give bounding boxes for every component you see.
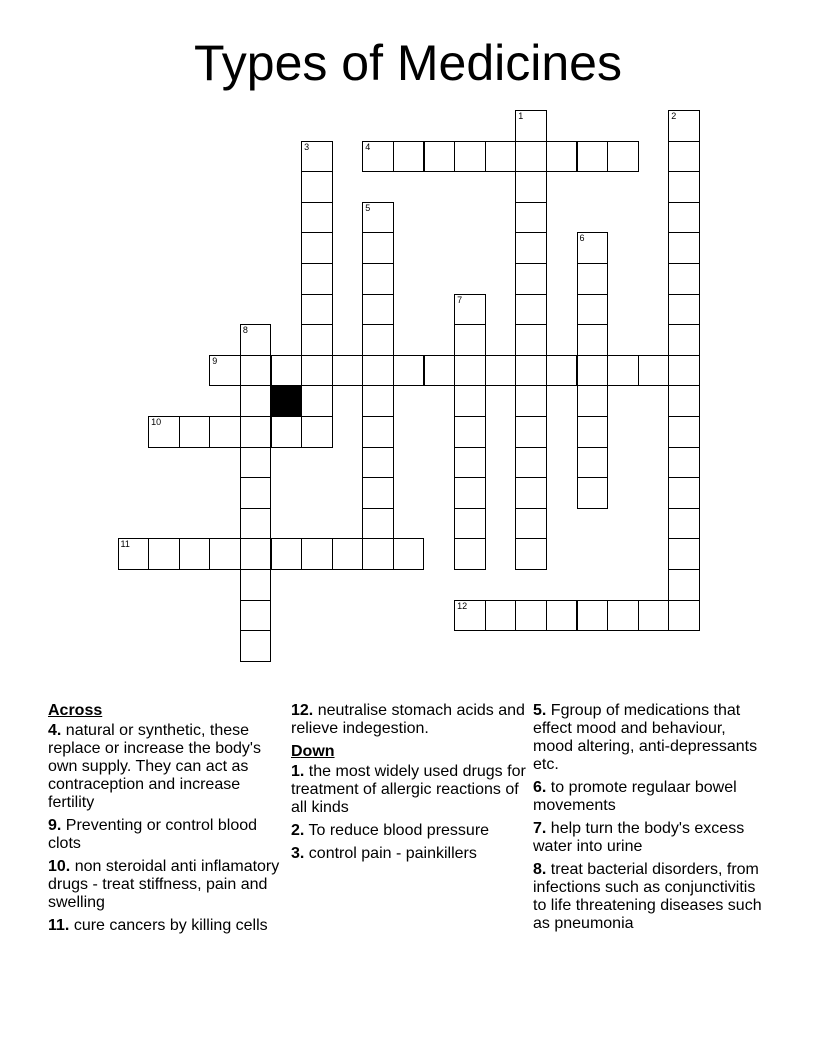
clue-down-7: 7. help turn the body's excess water into urine xyxy=(533,820,745,855)
grid-cell[interactable] xyxy=(301,355,333,387)
grid-cell[interactable] xyxy=(393,141,425,173)
clue-across-9: 9. Preventing or control blood clots xyxy=(48,817,258,852)
grid-cell[interactable] xyxy=(301,324,333,356)
cell-number: 9 xyxy=(212,355,218,366)
clue-across-12: 12. neutralise stomach acids and relieve indegestion. xyxy=(291,702,525,737)
clues-column-3 xyxy=(533,702,769,938)
grid-cell[interactable] xyxy=(301,416,333,448)
cell-number: 7 xyxy=(457,294,463,305)
grid-cell[interactable] xyxy=(271,416,303,448)
grid-cell[interactable] xyxy=(577,355,609,387)
down-heading: Down xyxy=(291,743,335,760)
grid-cell[interactable] xyxy=(515,600,547,632)
grid-cell[interactable] xyxy=(515,538,547,570)
grid-cell[interactable] xyxy=(362,263,394,295)
grid-cell[interactable] xyxy=(607,141,639,173)
grid-cell[interactable] xyxy=(393,355,425,387)
grid-cell[interactable] xyxy=(301,141,333,173)
grid-cell[interactable] xyxy=(301,385,333,417)
grid-cell[interactable] xyxy=(577,416,609,448)
grid-cell[interactable] xyxy=(271,355,303,387)
clue-across-4: 4. natural or synthetic, these replace or increase the body's own supply. They can act as contraception and increase fertility xyxy=(48,722,261,811)
cell-number: 3 xyxy=(304,141,310,152)
grid-cell[interactable] xyxy=(515,355,547,387)
grid-cell[interactable] xyxy=(240,630,272,662)
grid-cell[interactable] xyxy=(546,141,578,173)
grid-cell[interactable] xyxy=(271,538,303,570)
grid-cell[interactable] xyxy=(668,477,700,509)
clue-down-8: 8. treat bacterial disorders, from infections such as conjunctivitis to life threatening diseases such as pneumonia xyxy=(533,861,762,932)
grid-cell[interactable] xyxy=(668,447,700,479)
grid-cell[interactable] xyxy=(668,508,700,540)
grid-cell[interactable] xyxy=(668,294,700,326)
grid-cell[interactable] xyxy=(577,385,609,417)
grid-cell[interactable] xyxy=(240,355,272,387)
grid-cell[interactable] xyxy=(454,508,486,540)
clue-down-5: 5. Fgroup of medications that effect mood and behaviour, mood altering, anti-depressants etc. xyxy=(533,702,758,773)
grid-cell[interactable] xyxy=(301,232,333,264)
grid-cell[interactable] xyxy=(515,324,547,356)
clue-down-2: 2. To reduce blood pressure xyxy=(291,822,490,839)
grid-cell[interactable] xyxy=(240,447,272,479)
grid-cell[interactable] xyxy=(240,508,272,540)
grid-cell[interactable] xyxy=(668,171,700,203)
grid-cell[interactable] xyxy=(577,477,609,509)
clues-column-1 xyxy=(48,702,284,940)
grid-cell[interactable] xyxy=(362,508,394,540)
grid-cell[interactable] xyxy=(454,355,486,387)
grid-cell[interactable] xyxy=(424,141,456,173)
grid-cell[interactable] xyxy=(668,141,700,173)
grid-cell[interactable] xyxy=(362,202,394,234)
grid-cell[interactable] xyxy=(362,447,394,479)
grid-cell[interactable] xyxy=(577,324,609,356)
grid-cell[interactable] xyxy=(362,416,394,448)
grid-cell[interactable] xyxy=(515,202,547,234)
clue-down-6: 6. to promote regulaar bowel movements xyxy=(533,779,737,814)
grid-cell[interactable] xyxy=(454,600,486,632)
grid-cell[interactable] xyxy=(240,385,272,417)
across-heading: Across xyxy=(48,702,103,719)
grid-cell[interactable] xyxy=(668,385,700,417)
grid-cell[interactable] xyxy=(179,416,211,448)
grid-cell[interactable] xyxy=(577,294,609,326)
grid-cell[interactable] xyxy=(301,294,333,326)
cell-number: 1 xyxy=(518,111,524,121)
grid-cell[interactable] xyxy=(546,355,578,387)
grid-cell[interactable] xyxy=(362,324,394,356)
grid-cell[interactable] xyxy=(668,202,700,234)
grid-cell[interactable] xyxy=(209,538,241,570)
grid-cell[interactable] xyxy=(485,600,517,632)
grid-cell[interactable] xyxy=(454,447,486,479)
grid-cell[interactable] xyxy=(577,447,609,479)
grid-cell[interactable] xyxy=(301,263,333,295)
grid-cell[interactable] xyxy=(454,385,486,417)
grid-cell[interactable] xyxy=(515,477,547,509)
grid-cell[interactable] xyxy=(515,447,547,479)
clue-across-10: 10. non steroidal anti inflamatory drugs - treat stiffness, pain and swelling xyxy=(48,858,280,911)
grid-cell[interactable] xyxy=(454,294,486,326)
grid-cell[interactable] xyxy=(515,110,547,142)
grid-cell[interactable] xyxy=(668,569,700,601)
grid-cell[interactable] xyxy=(515,508,547,540)
grid-cell[interactable] xyxy=(362,232,394,264)
grid-cell[interactable] xyxy=(515,294,547,326)
grid-cell[interactable] xyxy=(638,600,670,632)
grid-cell[interactable] xyxy=(240,569,272,601)
grid-cell[interactable] xyxy=(515,232,547,264)
grid-cell[interactable] xyxy=(148,538,180,570)
cell-number: 11 xyxy=(120,539,130,550)
grid-cell[interactable] xyxy=(362,141,394,173)
puzzle-title: Types of Medicines xyxy=(194,35,622,91)
grid-cell[interactable] xyxy=(546,600,578,632)
grid-cell[interactable] xyxy=(209,355,241,387)
grid-cell[interactable] xyxy=(668,324,700,356)
grid-cell[interactable] xyxy=(362,385,394,417)
grid-cell[interactable] xyxy=(424,355,456,387)
grid-cell[interactable] xyxy=(362,294,394,326)
grid-cell[interactable] xyxy=(454,141,486,173)
grid-cell[interactable] xyxy=(240,416,272,448)
grid-cell[interactable] xyxy=(577,232,609,264)
grid-cell[interactable] xyxy=(668,416,700,448)
grid-cell[interactable] xyxy=(393,538,425,570)
grid-cell[interactable] xyxy=(332,355,364,387)
grid-cell[interactable] xyxy=(577,263,609,295)
grid-cell[interactable] xyxy=(668,600,700,632)
cell-number: 12 xyxy=(457,600,468,611)
grid-cell[interactable] xyxy=(362,538,394,570)
grid-cell[interactable] xyxy=(301,538,333,570)
grid-cell[interactable] xyxy=(577,600,609,632)
grid-cell[interactable] xyxy=(240,538,272,570)
grid-cell[interactable] xyxy=(607,600,639,632)
cell-number: 10 xyxy=(151,417,162,427)
cell-number: 2 xyxy=(671,111,677,121)
grid-cell[interactable] xyxy=(607,355,639,387)
grid-cell[interactable] xyxy=(362,477,394,509)
clue-across-11: 11. cure cancers by killing cells xyxy=(48,917,268,934)
grid-cell[interactable] xyxy=(148,416,180,448)
grid-cell[interactable] xyxy=(332,538,364,570)
grid-cell[interactable] xyxy=(668,355,700,387)
grid-cell[interactable] xyxy=(515,385,547,417)
cell-number: 8 xyxy=(242,325,248,336)
cell-number: 6 xyxy=(579,233,585,244)
grid-cell[interactable] xyxy=(454,538,486,570)
clue-down-3: 3. control pain - painkillers xyxy=(291,845,477,862)
grid-cell[interactable] xyxy=(668,232,700,264)
grid-cell[interactable] xyxy=(301,171,333,203)
clues-column-2 xyxy=(291,702,527,868)
grid-cell[interactable] xyxy=(209,416,241,448)
grid-cell[interactable] xyxy=(515,416,547,448)
clue-down-1: 1. the most widely used drugs for treatment of allergic reactions of all kinds xyxy=(291,763,526,816)
grid-cell[interactable] xyxy=(515,263,547,295)
grid-cell[interactable] xyxy=(577,141,609,173)
grid-cell[interactable] xyxy=(454,477,486,509)
grid-cell[interactable] xyxy=(454,416,486,448)
grid-cell[interactable] xyxy=(301,202,333,234)
grid-cell[interactable] xyxy=(179,538,211,570)
grid-cell[interactable] xyxy=(515,141,547,173)
grid-cell[interactable] xyxy=(118,538,150,570)
grid-cell[interactable] xyxy=(485,355,517,387)
grid-cell[interactable] xyxy=(668,263,700,295)
grid-cell[interactable] xyxy=(362,355,394,387)
blocked-cell xyxy=(271,385,303,417)
grid-cell[interactable] xyxy=(240,600,272,632)
grid-cell[interactable] xyxy=(668,110,700,142)
grid-cell[interactable] xyxy=(240,477,272,509)
grid-cell[interactable] xyxy=(454,324,486,356)
cell-number: 4 xyxy=(365,141,371,152)
grid-cell[interactable] xyxy=(240,324,272,356)
grid-cell[interactable] xyxy=(668,538,700,570)
grid-cell[interactable] xyxy=(485,141,517,173)
grid-cell[interactable] xyxy=(515,171,547,203)
grid-cell[interactable] xyxy=(638,355,670,387)
cell-number: 5 xyxy=(365,202,371,213)
